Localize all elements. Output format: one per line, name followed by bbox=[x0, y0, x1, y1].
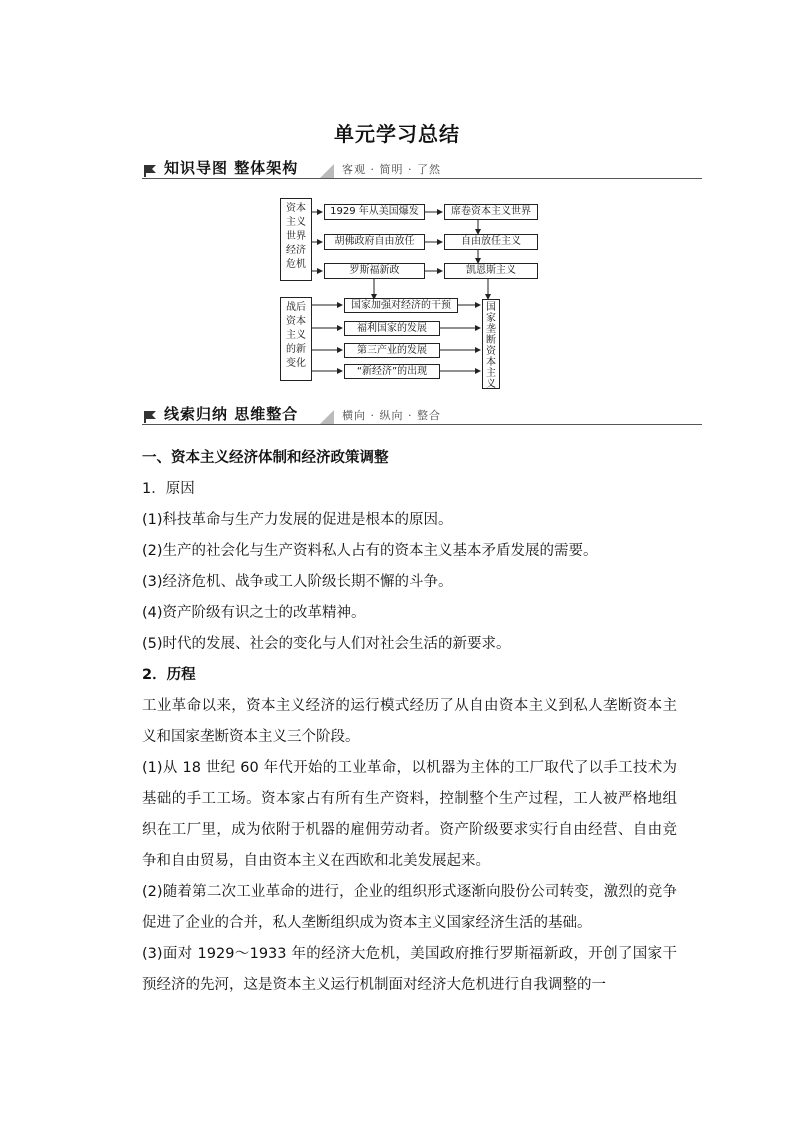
diagram-box-sub3: 第三产业的发展 bbox=[344, 343, 440, 358]
diagram-box-row2-mid: 胡佛政府自由放任 bbox=[324, 234, 425, 250]
process-3: (3)面对 1929～1933 年的经济大危机，美国政府推行罗斯福新政，开创了国家干预经济的先河，这是资本主义运行机制面对经济大危机进行自我调整的一 bbox=[142, 946, 677, 993]
section-header-knowledge-map bbox=[142, 158, 702, 182]
reason-1: (1)科技革命与生产力发展的促进是根本的原因。 bbox=[142, 512, 453, 528]
knowledge-map-diagram bbox=[278, 195, 531, 391]
section-triangle-icon bbox=[320, 164, 334, 178]
process-1: (1)从 18 世纪 60 年代开始的工业革命，以机器为主体的工厂取代了以手工技术为基础的手工工场。资本家占有所有生产资料，控制整个生产过程，工人被严格地组织在工厂里，成为依附于机器的雇佣劳动者。资产阶级要求实行自由经营、自由竞争和自由贸易，自由资本主义在西欧和北美发展起来。 bbox=[142, 760, 677, 869]
section-flag-icon bbox=[142, 410, 158, 424]
section-header-clue-summary bbox=[142, 404, 702, 428]
reason-4: (4)资产阶级有识之士的改革精神。 bbox=[142, 605, 366, 621]
section-heading: 线索归纳 思维整合 bbox=[164, 405, 299, 423]
heading-reasons: 1．原因 bbox=[142, 481, 195, 497]
diagram-box-sub4: “新经济”的出现 bbox=[344, 364, 440, 379]
diagram-box-row3-right: 凯恩斯主义 bbox=[444, 263, 538, 279]
section-rule bbox=[142, 424, 702, 425]
diagram-box-sub1: 国家加强对经济的干预 bbox=[344, 298, 458, 313]
diagram-box-economic-crisis: 资本主义世界经济危机 bbox=[280, 198, 312, 281]
process-2: (2)随着第二次工业革命的进行，企业的组织形式逐渐向股份公司转变，激烈的竞争促进了企业的合并，私人垄断组织成为资本主义国家经济生活的基础。 bbox=[142, 884, 677, 931]
section-flag-icon bbox=[142, 164, 158, 178]
diagram-box-postwar-changes: 战后资本主义的新变化 bbox=[280, 297, 312, 381]
page-title: 单元学习总结 bbox=[334, 122, 460, 146]
reason-5: (5)时代的发展、社会的变化与人们对社会生活的新要求。 bbox=[142, 636, 511, 652]
section-tagline: 客观 · 简明 · 了然 bbox=[342, 163, 441, 176]
section-heading: 知识导图 整体架构 bbox=[164, 159, 299, 177]
heading-process: 2．历程 bbox=[142, 667, 196, 683]
diagram-box-row1-right: 席卷资本主义世界 bbox=[444, 204, 538, 220]
diagram-box-row3-mid: 罗斯福新政 bbox=[324, 263, 425, 279]
section-triangle-icon bbox=[320, 410, 334, 424]
body-content bbox=[142, 443, 677, 1001]
diagram-box-row2-right: 自由放任主义 bbox=[444, 234, 538, 250]
process-intro: 工业革命以来，资本主义经济的运行模式经历了从自由资本主义到私人垄断资本主义和国家垄断资本主义三个阶段。 bbox=[142, 698, 677, 745]
heading-economic-adjustment: 一、资本主义经济体制和经济政策调整 bbox=[142, 450, 389, 466]
diagram-box-row1-mid: 1929 年从美国爆发 bbox=[324, 204, 425, 220]
reason-3: (3)经济危机、战争或工人阶级长期不懈的斗争。 bbox=[142, 574, 453, 590]
section-rule bbox=[142, 178, 702, 179]
diagram-box-state-monopoly: 国家垄断资本主义 bbox=[482, 299, 500, 389]
section-tagline: 横向 · 纵向 · 整合 bbox=[342, 409, 441, 422]
reason-2: (2)生产的社会化与生产资料私人占有的资本主义基本矛盾发展的需要。 bbox=[142, 543, 598, 559]
diagram-box-sub2: 福利国家的发展 bbox=[344, 321, 440, 336]
